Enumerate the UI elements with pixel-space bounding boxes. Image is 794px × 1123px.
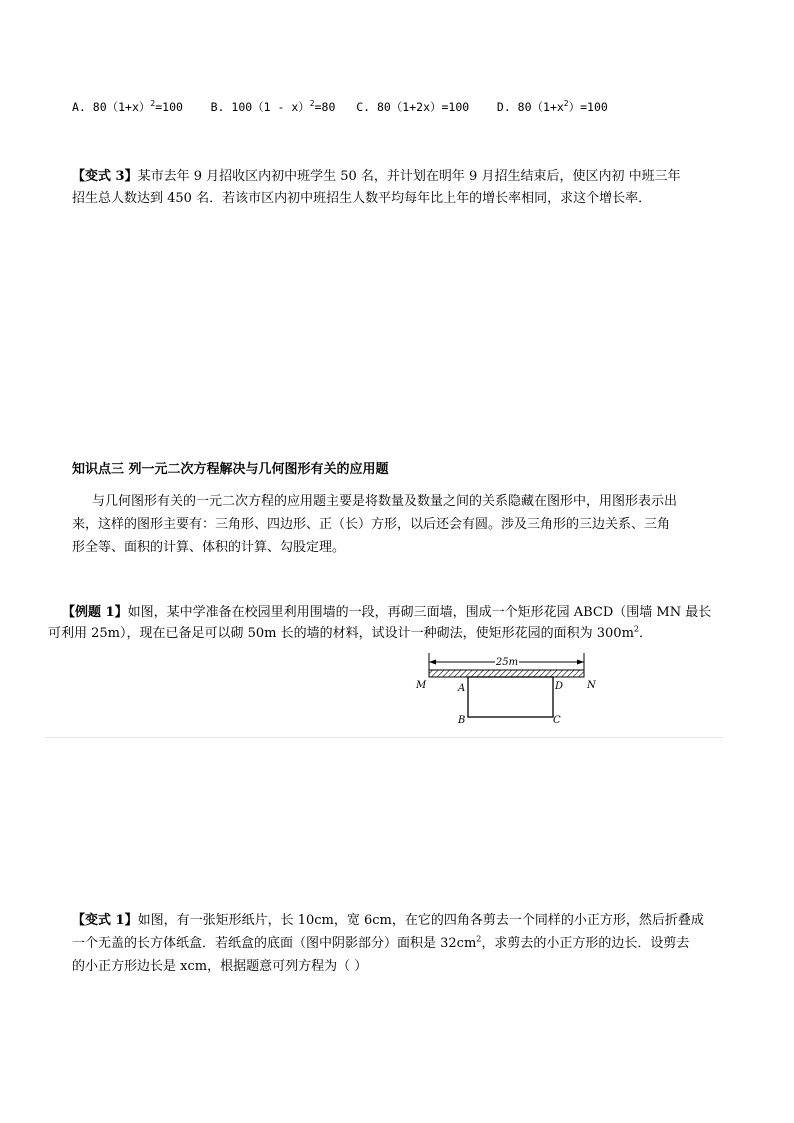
rectangle-abcd xyxy=(468,677,553,717)
variant3-line1: 【变式 3】某市去年 9 月招收区内初中班学生 50 名，并计划在明年 9 月招生结束后，使区内初 中班三年 xyxy=(72,169,681,184)
section-paragraph-line1: 与几何图形有关的一元二次方程的应用题主要是将数量及数量之间的关系隐藏在图形中，用图形表示出 xyxy=(92,494,678,509)
point-m-label: M xyxy=(416,680,427,691)
point-a-label: A xyxy=(458,683,466,694)
example1-tag: 【例题 1】 xyxy=(62,605,128,620)
wall-mn xyxy=(429,670,584,677)
point-d-label: D xyxy=(555,681,564,692)
option-d: D. $80(1+x^2)=100$ xyxy=(496,99,608,114)
point-n-label: N xyxy=(587,680,596,691)
variant1-tag: 【变式 1】 xyxy=(72,913,138,928)
variant1-line2: 一个无盖的长方体纸盒．若纸盒的底面（图中阴影部分）面积是 $32cm^2$，求剪去的小正方形的边长．设剪去 xyxy=(72,934,690,951)
variant1-line1: 【变式 1】如图，有一张矩形纸片，长 10cm，宽 6cm，在它的四角各剪去一个同样的小正方形，然后折叠成 xyxy=(72,913,704,928)
point-c-label: C xyxy=(553,715,561,726)
section-heading: 知识点三 列一元二次方程解决与几何图形有关的应用题 xyxy=(72,462,389,477)
example1-line2: 可利用 25m），现在已备足可以砌 50m 长的墙的材料，试设计一种砌法，使矩形花园的面积为 $300m^2$． xyxy=(48,624,653,641)
section-divider xyxy=(45,737,723,738)
length-label: 25m xyxy=(495,657,519,668)
variant1-line3: 的小正方形边长是 xcm，根据题意可列方程为（ ） xyxy=(72,959,368,974)
dimension-arrow-left xyxy=(429,660,436,665)
option-c: C. 80（1+2x）=100 xyxy=(356,100,470,114)
dimension-arrow-right xyxy=(577,660,584,665)
variant3-line2: 招生总人数达到 450 名．若该市区内初中班招生人数平均每年比上年的增长率相同，求这个增长率． xyxy=(72,191,652,206)
point-b-label: B xyxy=(458,715,466,726)
example1-line1: 【例题 1】如图，某中学准备在校园里利用围墙的一段，再砌三面墙，围成一个矩形花园 ABCD（围墙 MN 最长 xyxy=(62,605,712,620)
answer-options xyxy=(72,96,608,119)
variant3-tag: 【变式 3】 xyxy=(72,169,138,184)
option-a: A. $80(1+x)^2=100$ xyxy=(72,99,183,114)
option-b: B. 100（1 - x）$^2$=80 xyxy=(210,99,336,114)
section-paragraph-line2: 来，这样的图形主要有：三角形、四边形、正（长）方形，以后还会有圆。涉及三角形的三边关系、三角 xyxy=(72,517,671,532)
section-paragraph-line3: 形全等、面积的计算、体积的计算、勾股定理。 xyxy=(72,540,346,555)
garden-diagram xyxy=(410,647,610,729)
